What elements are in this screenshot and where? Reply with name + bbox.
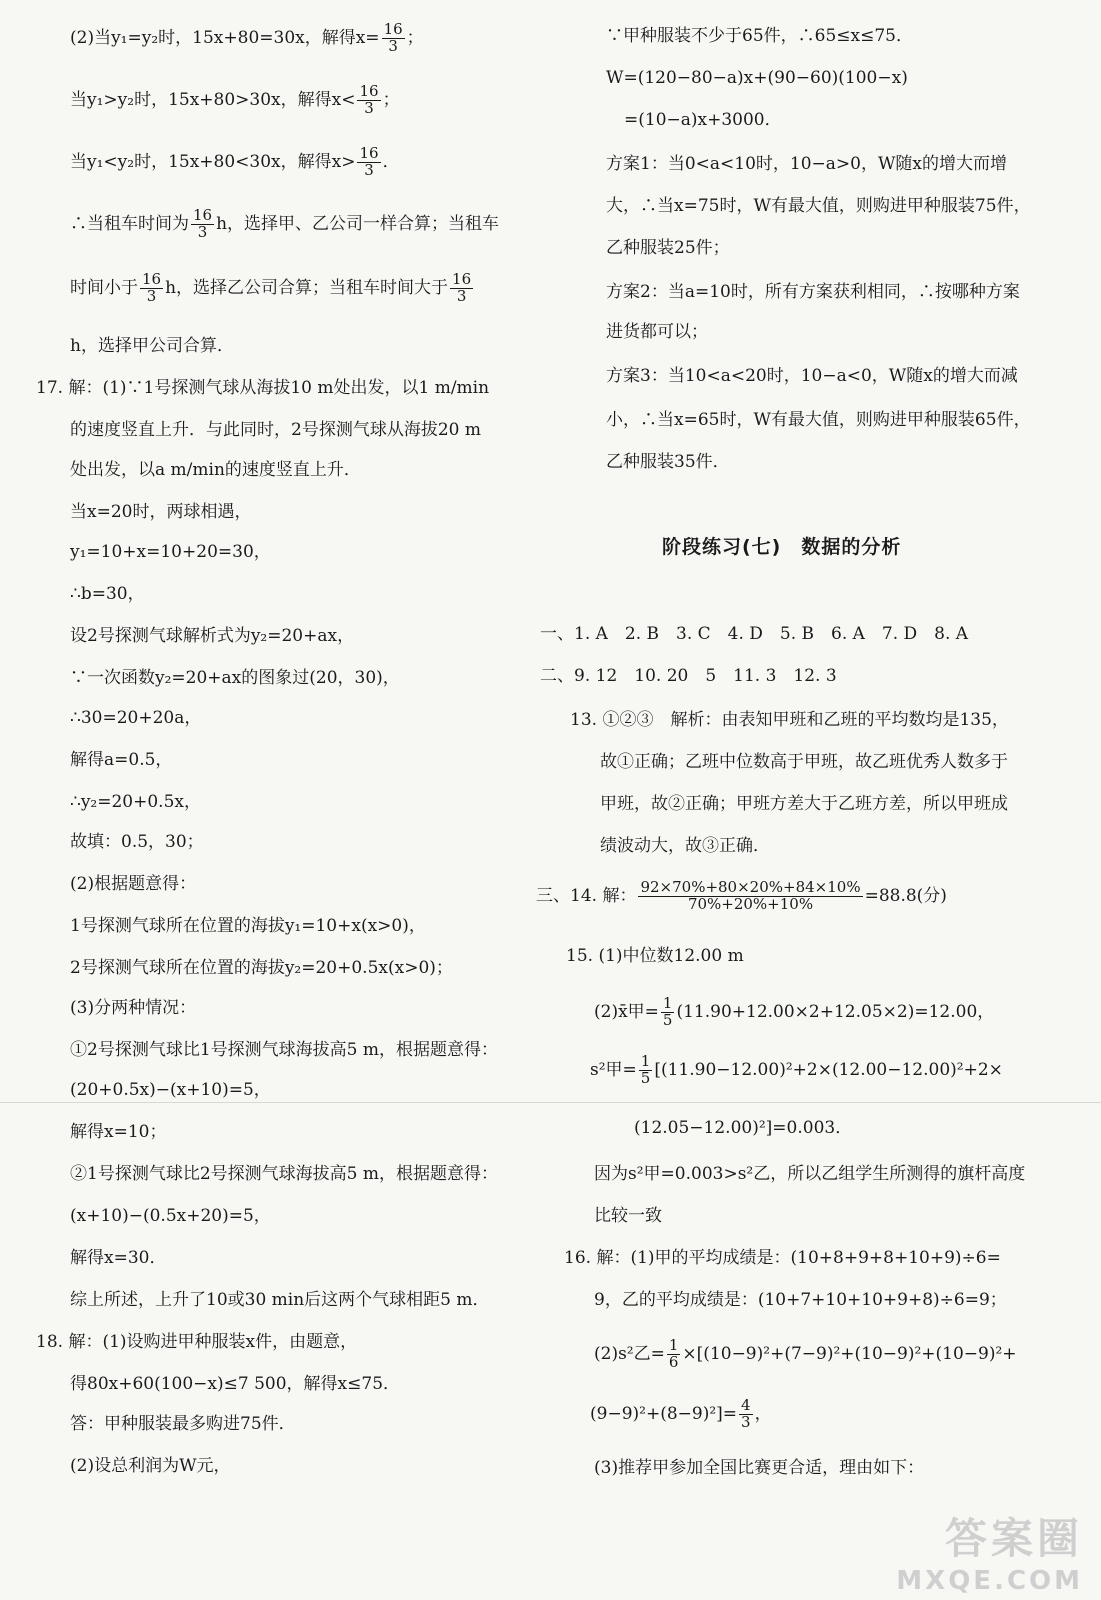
line: 小，∴当x=65时，W有最大值，则购进甲种服装65件， [606, 410, 1031, 430]
line: (2)设总利润为W元， [70, 1456, 231, 1476]
line: (3)分两种情况： [70, 998, 197, 1018]
fraction: $\frac{92\times 70\%+80\times 20\%+84\times 10\%}{70\%+20\%+10\%}$ [640, 878, 861, 913]
line: (2)当y₁=y₂时，15x+80=30x，解得x= $\frac{16}{3}$ ； [70, 20, 424, 55]
line: 1号探测气球所在位置的海拔y₁=10+x(x>0)， [70, 916, 426, 936]
line: (9−9)²+(8−9)²]= $\frac{4}{3}$ ， [590, 1396, 772, 1431]
line: 处出发，以a m/min的速度竖直上升． [70, 460, 361, 480]
line: 当x=20时，两球相遇， [70, 502, 252, 522]
page-crease [0, 1102, 1101, 1103]
line: 方案2：当a=10时，所有方案获利相同，∴按哪种方案 [606, 282, 1020, 302]
problem-18: 18. 解：(1)设购进甲种服装x件，由题意， [36, 1332, 358, 1352]
line: 故①正确；乙班中位数高于甲班，故乙班优秀人数多于 [600, 752, 1008, 772]
line: 甲班，故②正确；甲班方差大于乙班方差，所以甲班成 [600, 794, 1008, 814]
line: s²甲= $\frac{1}{5}$ [(11.90−12.00)²+2×(12.00−12.00)²+2× [590, 1052, 1003, 1087]
line: 2号探测气球所在位置的海拔y₂=20+0.5x(x>0)； [70, 958, 453, 978]
line: 因为s²甲=0.003>s²乙，所以乙组学生所测得的旗杆高度 [594, 1164, 1026, 1184]
line: 解得x=30． [70, 1248, 167, 1268]
line: ∴b=30， [70, 584, 145, 604]
fraction: $\frac{1}{5}$ [640, 1052, 651, 1087]
line: 当y₁<y₂时，15x+80<30x，解得x> $\frac{16}{3}$ ． [70, 144, 400, 179]
line: 答：甲种服装最多购进75件． [70, 1414, 296, 1434]
line: (20+0.5x)−(x+10)=5， [70, 1080, 271, 1100]
line: (x+10)−(0.5x+20)=5， [70, 1206, 271, 1226]
line: ∵甲种服装不少于65件，∴65≤x≤75． [606, 26, 913, 46]
fraction: $\frac{16}{3}$ [452, 270, 472, 305]
line: ∴30=20+20a， [70, 708, 202, 728]
line: W=(120−80−a)x+(90−60)(100−x) [606, 68, 908, 88]
line: 故填：0.5，30； [70, 832, 204, 852]
line: 比较一致 [594, 1206, 662, 1226]
line: ∴y₂=20+0.5x， [70, 792, 201, 812]
watermark-text: 答案圈 [944, 1514, 1083, 1563]
fraction: $\frac{16}{3}$ [193, 206, 213, 241]
line: (2)x̄甲= $\frac{1}{5}$ (11.90+12.00×2+12.05×2)=12.00， [594, 994, 995, 1029]
problem-15: 15. (1)中位数12.00 m [566, 946, 744, 966]
line: (2)s²乙= $\frac{1}{6}$ ×[(10−9)²+(7−9)²+(10−9)²+(10−9)²+ [594, 1336, 1017, 1371]
answers-part-2: 二、9. 12 10. 20 5 11. 3 12. 3 [540, 666, 837, 686]
line: 大，∴当x=75时，W有最大值，则购进甲种服装75件， [606, 196, 1031, 216]
line: 解得x=10； [70, 1122, 167, 1142]
line: 设2号探测气球解析式为y₂=20+ax， [70, 626, 355, 646]
line: ∵一次函数y₂=20+ax的图象过(20，30)， [70, 668, 400, 688]
line: 进货都可以； [606, 322, 708, 342]
problem-13: 13. ①②③ 解析：由表知甲班和乙班的平均数均是135， [570, 710, 1009, 730]
line: 时间小于 $\frac{16}{3}$ h，选择乙公司合算；当租车时间大于 $\frac{16}{3}$ [70, 270, 472, 305]
line: 方案3：当10<a<20时，10−a<0，W随x的增大而减 [606, 366, 1018, 386]
problem-17: 17. 解：(1)∵1号探测气球从海拔10 m处出发，以1 m/min [36, 378, 490, 398]
watermark-logo [896, 1506, 1083, 1596]
fraction: $\frac{1}{6}$ [668, 1336, 679, 1371]
line: 的速度竖直上升．与此同时，2号探测气球从海拔20 m [70, 420, 481, 440]
line: h，选择甲公司合算． [70, 336, 234, 356]
fraction: $\frac{16}{3}$ [359, 82, 379, 117]
watermark-domain: MXQE.COM [896, 1566, 1083, 1596]
section-title: 阶段练习(七) 数据的分析 [662, 536, 902, 558]
line: =(10−a)x+3000． [624, 110, 782, 130]
line: (12.05−12.00)²]=0.003． [634, 1118, 853, 1138]
line: ②1号探测气球比2号探测气球海拔高5 m，根据题意得： [70, 1164, 498, 1184]
fraction: $\frac{1}{5}$ [662, 994, 673, 1029]
line: (3)推荐甲参加全国比赛更合适，理由如下： [594, 1458, 925, 1478]
line: 乙种服装35件． [606, 452, 730, 472]
fraction: $\frac{16}{3}$ [359, 144, 379, 179]
line: 当y₁>y₂时，15x+80>30x，解得x< $\frac{16}{3}$ ； [70, 82, 400, 117]
line: 乙种服装25件； [606, 238, 730, 258]
line: 方案1：当0<a<10时，10−a>0，W随x的增大而增 [606, 154, 1008, 174]
line: 综上所述，上升了10或30 min后这两个气球相距5 m． [70, 1290, 490, 1310]
line: ①2号探测气球比1号探测气球海拔高5 m，根据题意得： [70, 1040, 498, 1060]
line: y₁=10+x=10+20=30， [70, 542, 271, 562]
line: 解得a=0.5， [70, 750, 173, 770]
line: ∴当租车时间为 $\frac{16}{3}$ h，选择甲、乙公司一样合算；当租车 [70, 206, 500, 241]
fraction: $\frac{16}{3}$ [142, 270, 162, 305]
answers-part-1: 一、1. A 2. B 3. C 4. D 5. B 6. A 7. D 8. A [540, 624, 969, 644]
problem-14: 三、14. 解： $\frac{92\times 70\%+80\times 20\%+84\times 10\%}{70\%+20\%+10\%}$ =88.8(分) [536, 878, 947, 913]
line: (2)根据题意得： [70, 874, 197, 894]
fraction: $\frac{4}{3}$ [741, 1396, 751, 1431]
line: 得80x+60(100−x)≤7 500，解得x≤75． [70, 1374, 401, 1394]
line: 绩波动大，故③正确． [600, 836, 770, 856]
fraction: $\frac{16}{3}$ [383, 20, 403, 55]
problem-16: 16. 解：(1)甲的平均成绩是：(10+8+9+8+10+9)÷6= [564, 1248, 1001, 1268]
line: 9，乙的平均成绩是：(10+7+10+10+9+8)÷6=9； [594, 1290, 1007, 1310]
